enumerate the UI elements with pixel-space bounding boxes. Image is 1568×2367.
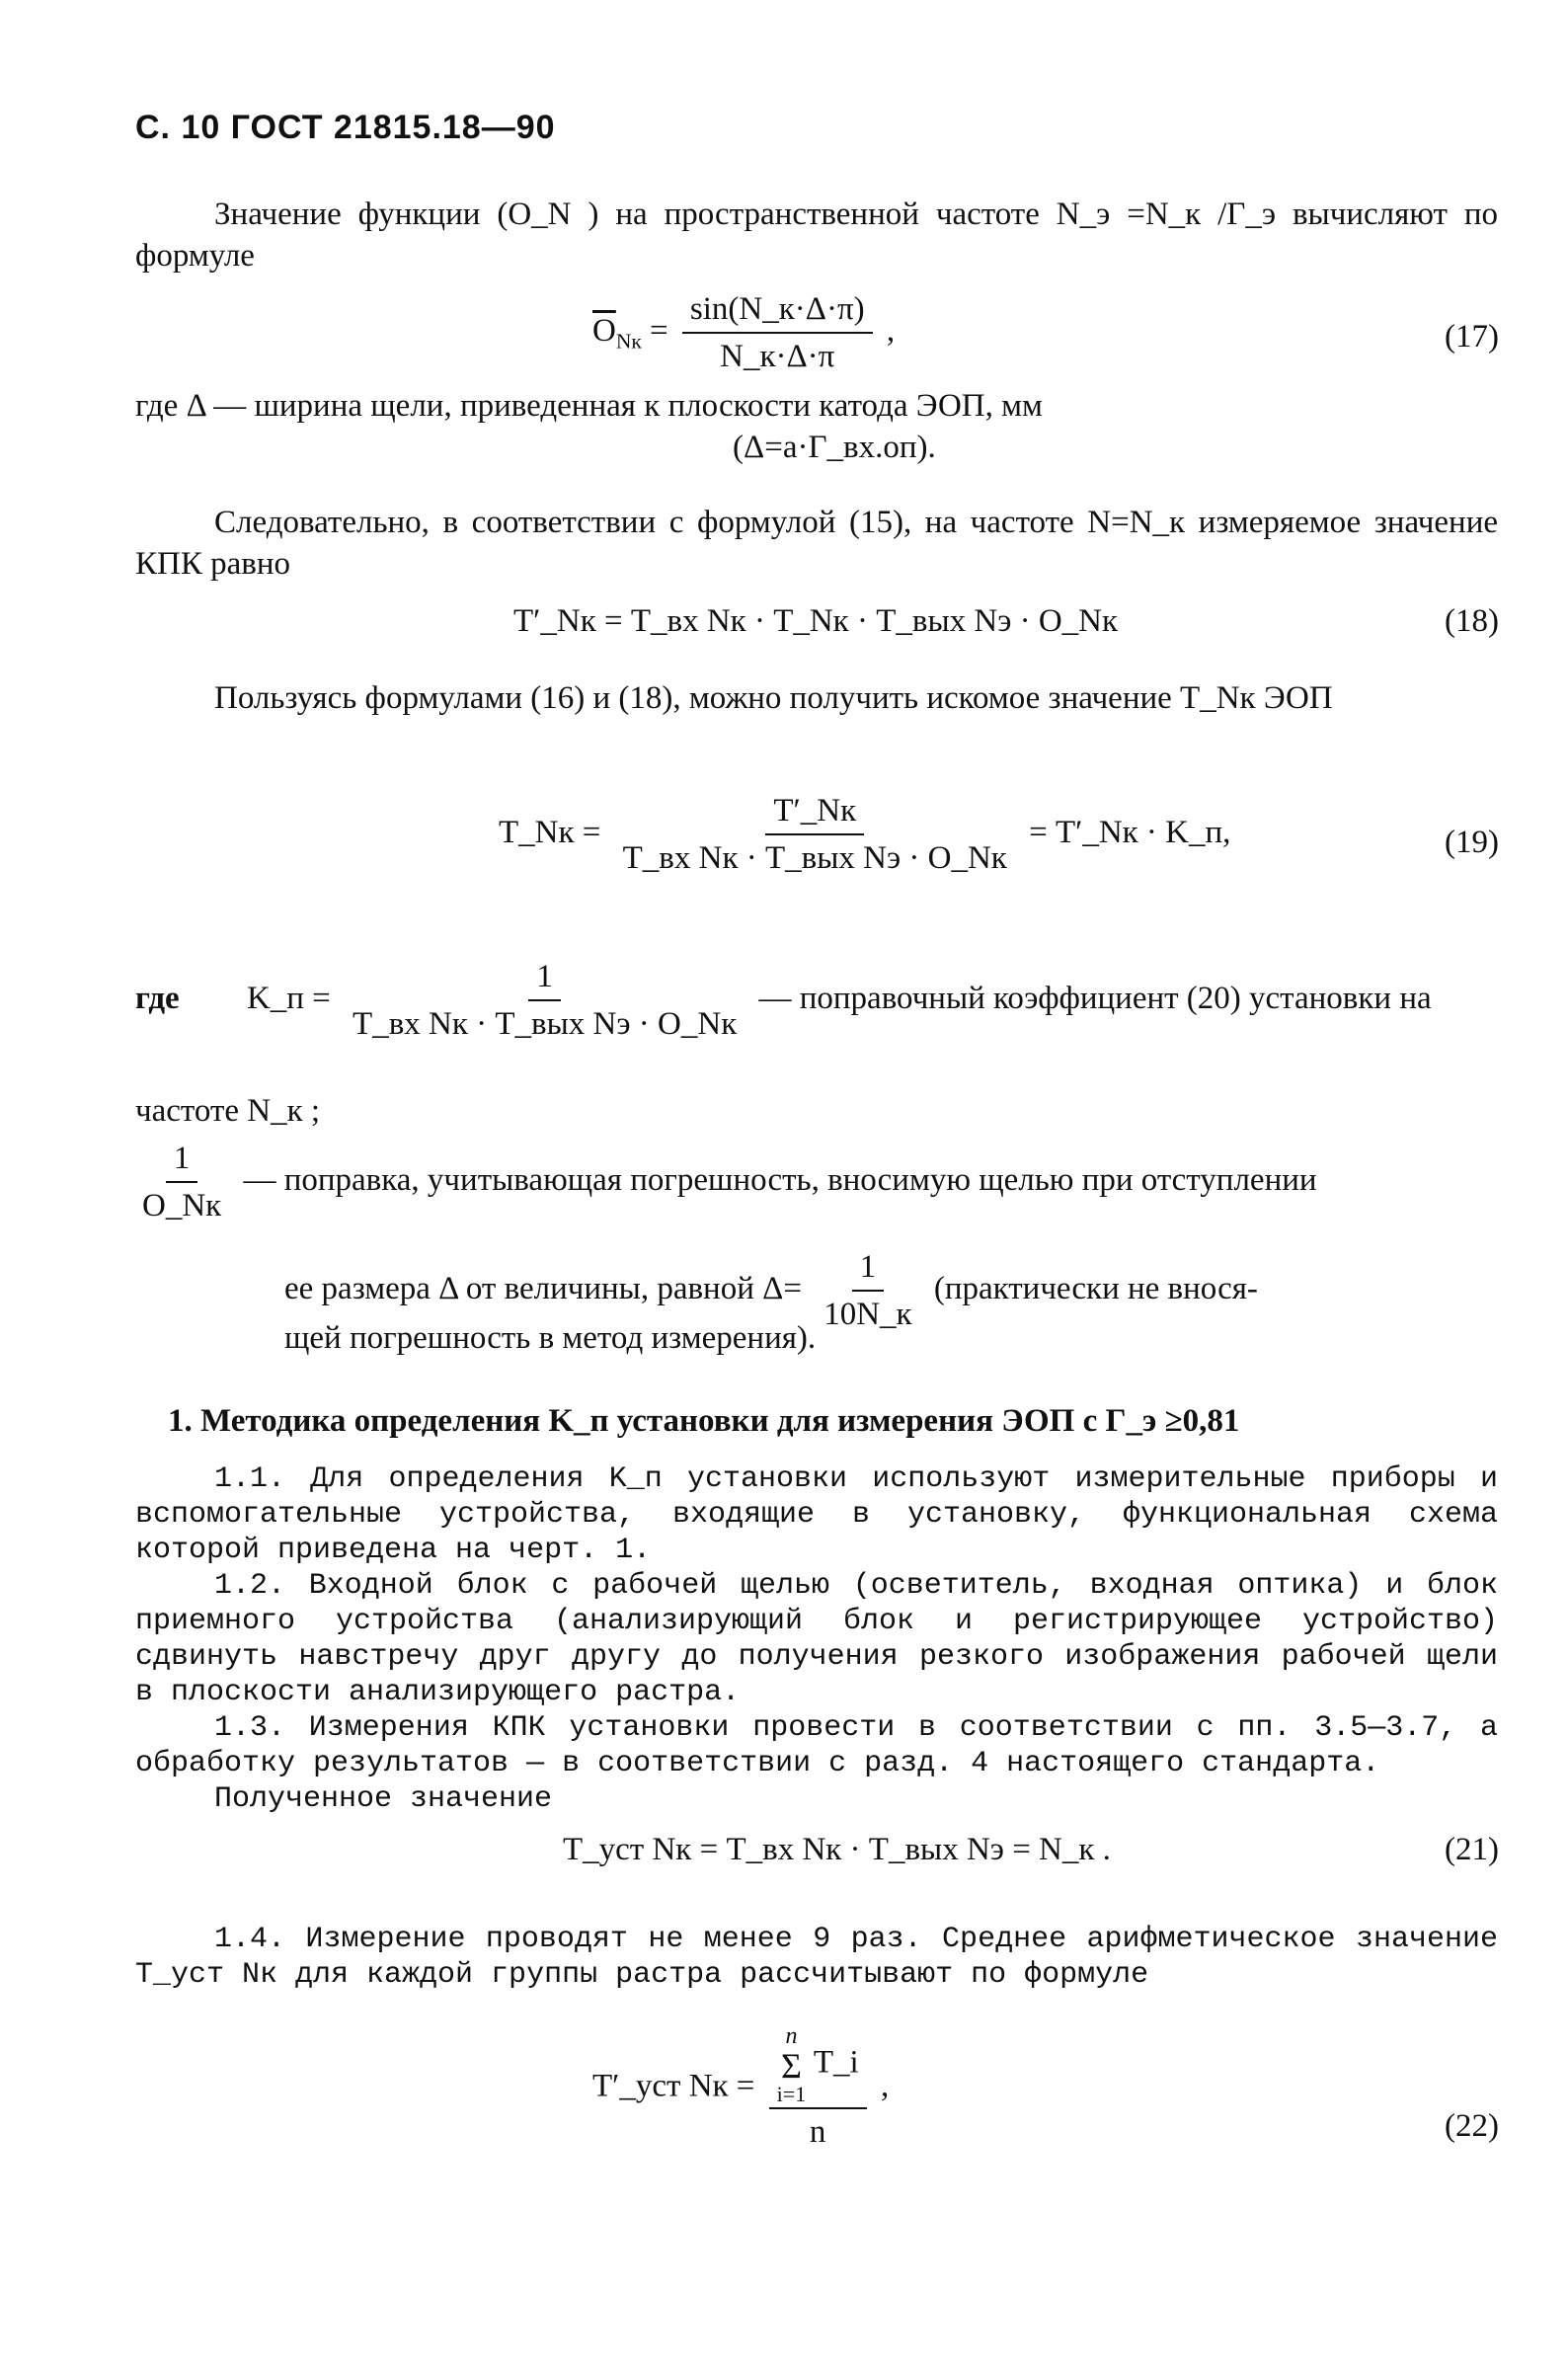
section-heading: 1. Методика определения K_п установки для измерения ЭОП с Г_э ≥0,81 xyxy=(168,1403,1240,1439)
eq22-fraction xyxy=(769,2024,867,2153)
kp-description: — поправочный коэффициент (20) установки на xyxy=(758,980,1432,1016)
item-1-2: 1.2. Входной блок с рабочей щелью (осветитель, входная оптика) и блок приемного устройства (анализирующий блок и регистрирующее устройство) сдвинуть навстречу друг другу до получения резкого изображения рабочей щели в плоскости анализирующего растра. xyxy=(135,1569,1498,1709)
method-items xyxy=(135,1461,1498,1817)
eq22-denominator: n xyxy=(809,2114,826,2150)
eq19-fraction xyxy=(615,790,1015,879)
equation-22 xyxy=(592,2024,889,2153)
paragraph-using-formulas xyxy=(135,677,1498,719)
item-1-1: 1.1. Для определения K_п установки используют измерительные приборы и вспомогательные устройства, входящие в установку, функциональная схема которой приведена на черт. 1. xyxy=(135,1462,1498,1567)
slit-fraction xyxy=(134,1138,229,1226)
kp-denominator: T_вх Nк · T_вых Nэ · O_Nк xyxy=(353,1006,738,1043)
equation-19-number: (19) xyxy=(1445,825,1499,860)
eq17-lhs: $\overline{O}$ xyxy=(592,312,616,349)
slit-denominator: O_Nк xyxy=(142,1188,222,1224)
equation-21: T_уст Nк = T_вх Nк · T_вых Nэ = N_к . xyxy=(563,1832,1111,1867)
equation-17-number: (17) xyxy=(1445,319,1499,355)
sum-upper: n xyxy=(785,2023,798,2049)
eq22-lhs: T′_уст Nк = xyxy=(592,2068,755,2104)
where-correction-coefficient xyxy=(135,956,1432,1045)
obtained-value: Полученное значение xyxy=(214,1782,553,1816)
eq17-numerator: sin(N_к·Δ·π) xyxy=(682,288,873,334)
kp-fraction xyxy=(345,956,745,1045)
item-1-4: 1.4. Измерение проводят не менее 9 раз. Среднее арифметическое значение T_уст Nк для каждой группы растра рассчитывают по формуле xyxy=(135,1923,1498,1992)
where-word: где xyxy=(135,980,180,1016)
where-width-text: где Δ — ширина щели, приведенная к плоскости катода ЭОП, мм xyxy=(135,388,1043,424)
where-width-formula: (Δ=a·Г_вх.оп). xyxy=(733,430,936,466)
slit-cont-a: ее размера Δ от величины, равной Δ= xyxy=(284,1270,802,1306)
sum-term: T_i xyxy=(813,2044,859,2081)
paragraph-text: Значение функции (O_N ) на пространственной частоте N_э =N_к /Г_э вычисляют по формуле xyxy=(135,197,1498,275)
item-1-3: 1.3. Измерения КПК установки провести в соответствии с пп. 3.5—3.7, а обработку результатов — в соответствии с разд. 4 настоящего стандарта. xyxy=(135,1711,1498,1780)
slit-cont-fraction xyxy=(816,1246,919,1335)
paragraph-text: Следовательно, в соответствии с формулой (15), на частоте N=N_к измеряемое значение КПК равно xyxy=(135,505,1498,583)
slit-cont-denominator: 10N_к xyxy=(823,1297,912,1333)
paragraph-text: Пользуясь формулами (16) и (18), можно получить искомое значение T_Nк ЭОП xyxy=(214,680,1333,716)
equation-21-number: (21) xyxy=(1445,1832,1499,1867)
equation-18: T′_Nк = T_вх Nк · T_Nк · T_вых Nэ · O_Nк xyxy=(513,603,1119,639)
eq17-denominator: N_к·Δ·π xyxy=(720,339,835,375)
kp-numerator: 1 xyxy=(528,956,561,1001)
slit-description: — поправка, учитывающая погрешность, вносимую щелью при отступлении xyxy=(243,1161,1317,1198)
item-1-4-block xyxy=(135,1922,1498,1993)
slit-continuation-2: щей погрешность в метод измерения). xyxy=(284,1320,817,1356)
where-width xyxy=(135,385,1498,468)
slit-cont-numerator: 1 xyxy=(852,1246,885,1292)
eq17-lhs-subsub: к xyxy=(631,329,642,354)
slit-numerator: 1 xyxy=(166,1138,198,1183)
slit-cont-b: (практически не внося- xyxy=(933,1270,1258,1306)
eq19-numerator: T′_Nк xyxy=(765,790,864,835)
sum-symbol: Σ xyxy=(780,2046,802,2086)
eq19-rhs: = T′_Nк · K_п, xyxy=(1029,814,1231,850)
equation-17: $\overline{O}_{Nк}$ = $\frac{\sin(N\_к\cdot\Delta\cdot\pi)}{N\_к\cdot\Delta\cdot\pi}$ , xyxy=(592,288,895,377)
eq19-lhs: T_Nк = xyxy=(499,814,601,850)
kp-lhs: K_п = xyxy=(246,980,331,1016)
frequency-continuation: частоте N_к ; xyxy=(135,1093,321,1129)
eq17-fraction xyxy=(682,288,873,377)
eq17-equals: = xyxy=(650,312,668,349)
eq22-tail: , xyxy=(880,2068,890,2104)
equation-19 xyxy=(499,790,1230,879)
eq17-lhs-sub: N xyxy=(615,329,632,354)
page-header: С. 10 ГОСТ 21815.18—90 xyxy=(135,109,556,146)
eq19-denominator: T_вх Nк · T_вых Nэ · O_Nк xyxy=(622,840,1007,877)
sum-lower: i=1 xyxy=(776,2082,807,2106)
eq22-numerator xyxy=(769,2024,867,2109)
where-slit-correction xyxy=(128,1138,1317,1226)
paragraph-consequently xyxy=(135,502,1498,585)
equation-22-number: (22) xyxy=(1445,2108,1499,2144)
summation xyxy=(777,2024,807,2105)
equation-18-number: (18) xyxy=(1445,603,1499,639)
paragraph-function-value xyxy=(135,194,1498,276)
